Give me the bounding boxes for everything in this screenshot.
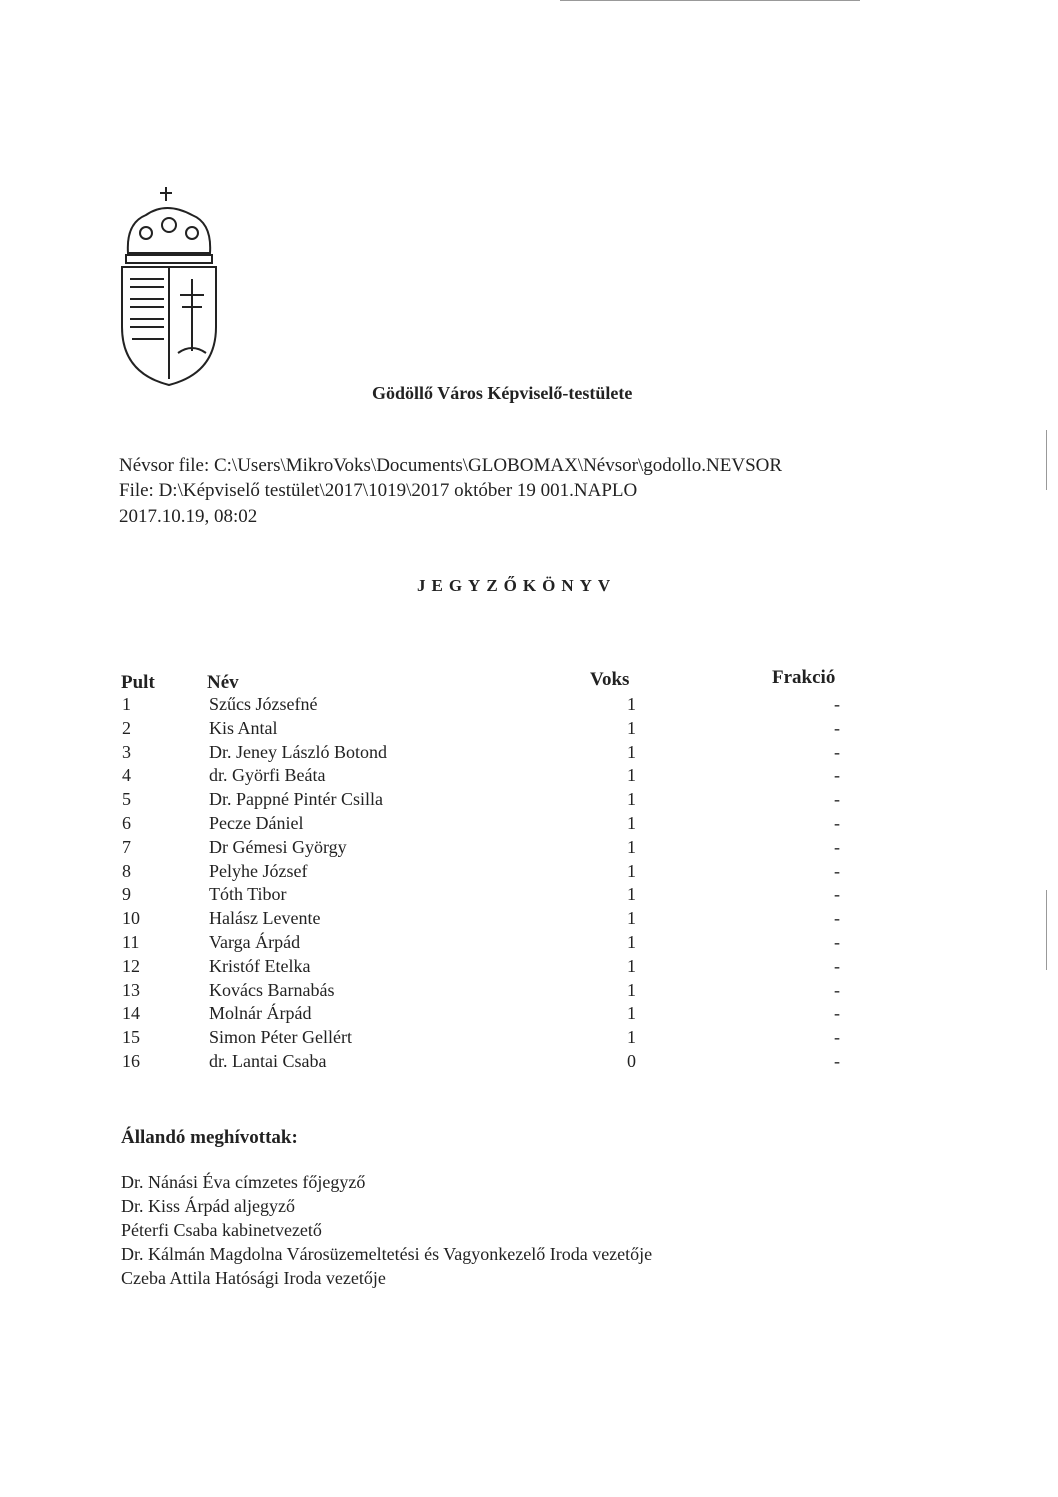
frakcio-cell: - (834, 694, 840, 714)
pult-cell: 9 (122, 884, 131, 905)
table-row (0, 765, 1058, 789)
name-cell: Pelyhe József (209, 860, 308, 881)
pult-cell: 8 (122, 860, 131, 881)
voks-cell: 1 (627, 717, 636, 738)
pult-cell: 13 (122, 979, 140, 1000)
name-cell: Szűcs Józsefné (209, 694, 318, 714)
voks-cell: 1 (627, 1027, 636, 1048)
table-row (0, 861, 1058, 885)
voks-cell: 1 (627, 1003, 636, 1024)
name-cell: Tóth Tibor (209, 884, 287, 905)
frakcio-cell: - (834, 932, 840, 952)
pult-cell: 5 (122, 789, 131, 810)
name-cell: Kis Antal (209, 717, 278, 738)
naplo-file-path: File: D:\Képviselő testület\2017\1019\2017 október 19 001.NAPLO (119, 480, 638, 501)
pult-cell: 12 (122, 955, 140, 976)
frakcio-cell: - (834, 765, 840, 786)
table-row (0, 694, 1058, 718)
table-row (0, 718, 1058, 742)
table-row (0, 1051, 1058, 1075)
pult-cell: 6 (122, 813, 131, 833)
voks-cell: 1 (627, 694, 636, 714)
voks-cell: 1 (627, 955, 636, 976)
voks-cell: 1 (627, 979, 636, 1000)
pult-cell: 3 (122, 741, 131, 762)
pult-cell: 15 (122, 1027, 140, 1048)
pult-cell: 11 (122, 932, 140, 952)
frakcio-cell: - (834, 1027, 840, 1048)
invited-item: Dr. Kiss Árpád aljegyző (121, 1196, 295, 1216)
pult-cell: 16 (122, 1051, 140, 1071)
name-cell: dr. Györfi Beáta (209, 765, 326, 786)
scan-artifact (1046, 430, 1047, 490)
invited-item: Péterfi Csaba kabinetvezető (121, 1220, 322, 1240)
frakcio-cell: - (834, 860, 840, 881)
pult-cell: 14 (122, 1003, 140, 1024)
table-row (0, 1003, 1058, 1027)
voks-cell: 1 (627, 884, 636, 905)
document-datetime: 2017.10.19, 08:02 (119, 506, 258, 527)
frakcio-cell: - (834, 884, 840, 905)
name-cell: Pecze Dániel (209, 813, 304, 833)
organization-name: Gödöllő Város Képviselő-testülete (372, 383, 633, 403)
voks-cell: 1 (627, 813, 636, 833)
table-row (0, 884, 1058, 908)
table-row (0, 1027, 1058, 1051)
header-pult: Pult (121, 672, 155, 693)
pult-cell: 7 (122, 836, 131, 857)
voks-cell: 0 (627, 1051, 636, 1071)
name-cell: Halász Levente (209, 908, 321, 929)
nevsor-file-path: Névsor file: C:\Users\MikroVoks\Documents\GLOBOMAX\Névsor\godollo.NEVSOR (119, 455, 783, 476)
scan-artifact (560, 0, 860, 1)
name-cell: Simon Péter Gellért (209, 1027, 352, 1048)
invited-item: Dr. Nánási Éva címzetes főjegyző (121, 1172, 366, 1192)
pult-cell: 2 (122, 717, 131, 738)
name-cell: Varga Árpád (209, 932, 301, 952)
voks-cell: 1 (627, 860, 636, 881)
scan-artifact (1046, 890, 1047, 970)
name-cell: dr. Lantai Csaba (209, 1051, 327, 1071)
frakcio-cell: - (834, 955, 840, 976)
frakcio-cell: - (834, 741, 840, 762)
frakcio-cell: - (834, 836, 840, 857)
table-row (0, 980, 1058, 1004)
frakcio-cell: - (834, 789, 840, 810)
table-row (0, 908, 1058, 932)
name-cell: Dr. Jeney László Botond (209, 741, 387, 762)
document-title: JEGYZŐKÖNYV (417, 576, 617, 595)
voks-cell: 1 (627, 908, 636, 929)
header-voks: Voks (590, 669, 630, 690)
pult-cell: 4 (122, 765, 131, 786)
frakcio-cell: - (834, 1051, 840, 1071)
frakcio-cell: - (834, 979, 840, 1000)
table-row (0, 837, 1058, 861)
voks-cell: 1 (627, 741, 636, 762)
coat-of-arms-image (116, 183, 222, 389)
table-row (0, 789, 1058, 813)
name-cell: Dr Gémesi György (209, 836, 347, 857)
table-row (0, 932, 1058, 956)
header-nev: Név (207, 672, 239, 693)
frakcio-cell: - (834, 908, 840, 929)
frakcio-cell: - (834, 717, 840, 738)
name-cell: Molnár Árpád (209, 1003, 312, 1024)
voks-cell: 1 (627, 789, 636, 810)
header-frakcio: Frakció (772, 667, 836, 688)
pult-cell: 1 (122, 694, 131, 714)
invited-heading: Állandó meghívottak: (121, 1127, 298, 1148)
name-cell: Kovács Barnabás (209, 979, 335, 1000)
voks-cell: 1 (627, 932, 636, 952)
table-row (0, 956, 1058, 980)
frakcio-cell: - (834, 1003, 840, 1024)
pult-cell: 10 (122, 908, 140, 929)
voks-cell: 1 (627, 765, 636, 786)
invited-item: Czeba Attila Hatósági Iroda vezetője (121, 1268, 386, 1288)
invited-item: Dr. Kálmán Magdolna Városüzemeltetési és Vagyonkezelő Iroda vezetője (121, 1244, 653, 1264)
table-row (0, 742, 1058, 766)
voks-cell: 1 (627, 836, 636, 857)
name-cell: Dr. Pappné Pintér Csilla (209, 789, 383, 810)
name-cell: Kristóf Etelka (209, 955, 311, 976)
frakcio-cell: - (834, 813, 840, 833)
table-row (0, 813, 1058, 837)
